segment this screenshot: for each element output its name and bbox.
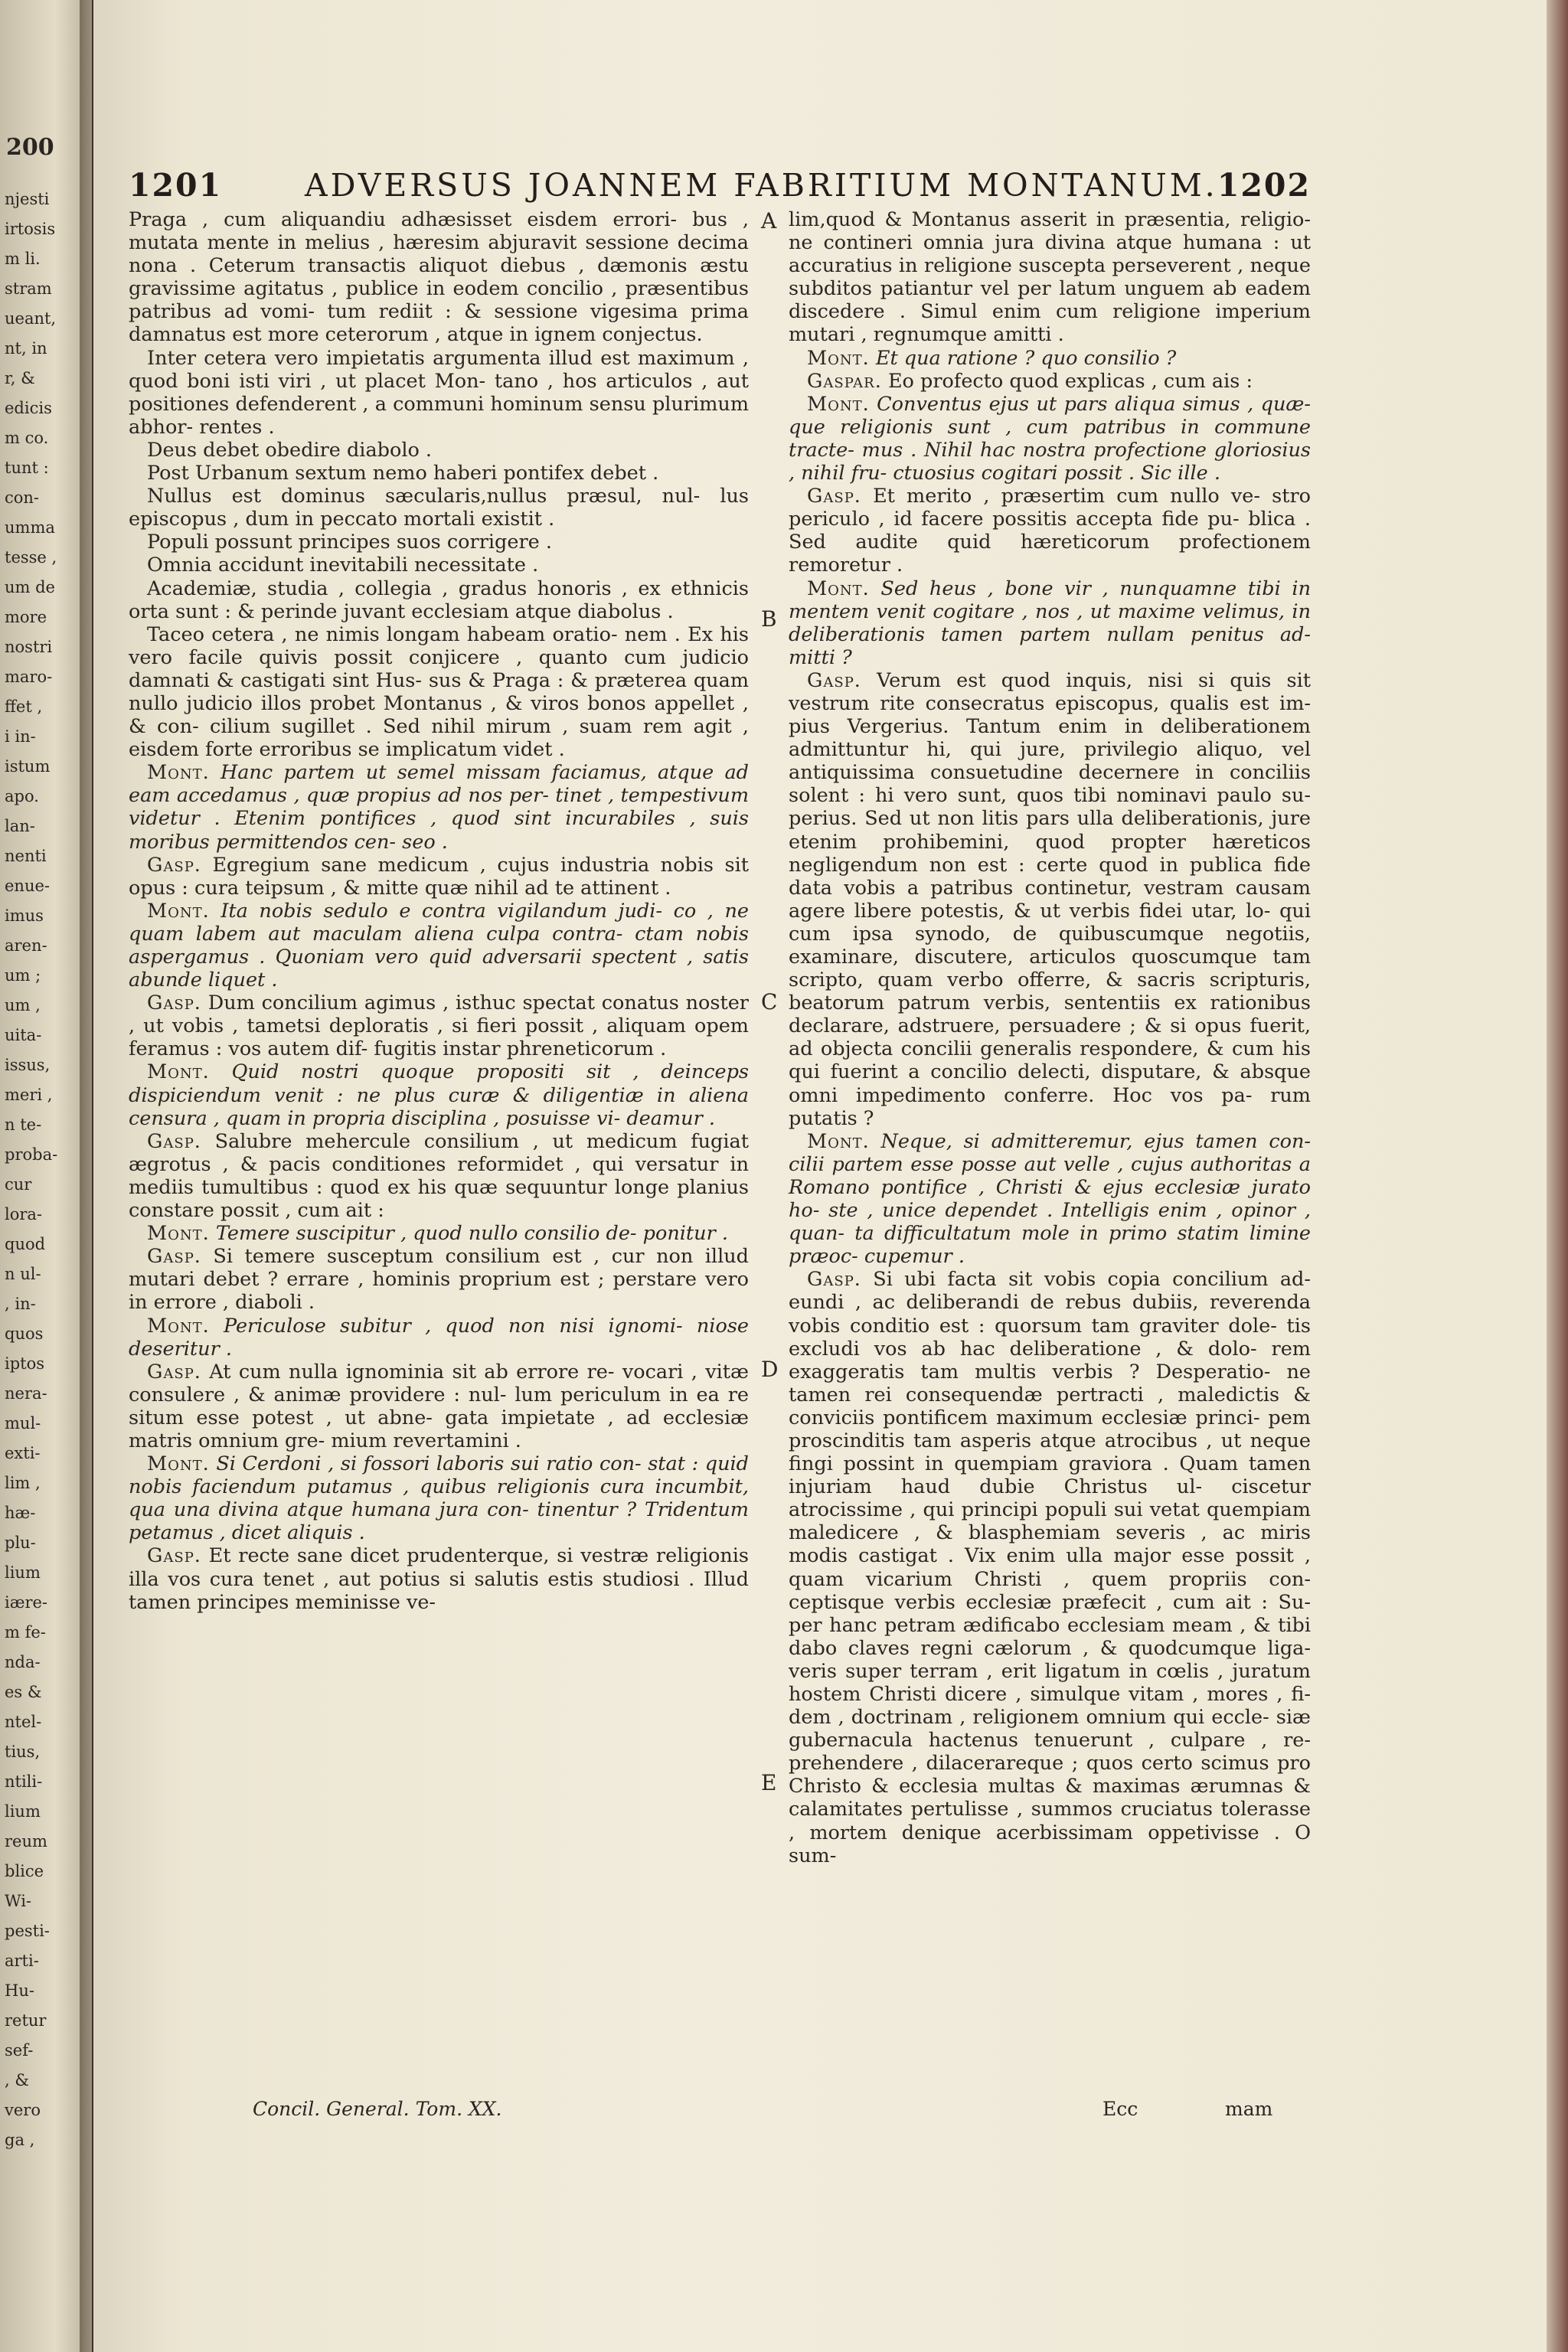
paragraph [129, 554, 749, 577]
previous-page-fragment: ueant, [5, 309, 57, 328]
previous-page-fragment: ffet , [5, 697, 43, 716]
paragraph [129, 623, 749, 762]
paragraph-text: Omnia accidunt inevitabili necessitate . [147, 554, 539, 577]
paragraph [129, 439, 749, 462]
previous-page-fragment: n te- [5, 1116, 42, 1134]
paragraph [129, 462, 749, 485]
previous-page-fragment: con- [5, 488, 40, 507]
catchword: mam [1225, 2098, 1273, 2120]
paragraph [129, 347, 749, 439]
previous-page-fragment: lim , [5, 1474, 41, 1492]
previous-page-fragment: more [5, 608, 47, 626]
left-text-column [129, 208, 749, 1614]
previous-page-fragment: plu- [5, 1534, 36, 1552]
previous-page-fragment: um , [5, 996, 41, 1014]
paragraph-text: Verum est quod inquis, nisi si quis sit vestrum rite consecratus episcopus, qualis est im- pius Vergerius. Tantum enim in deliberationem admittuntur hi, qui jure, privilegio aliquo, vel antiquissima consuetudine decernere in conciliis solent : hi vero sunt, quos tibi nominavi paulo su- perius. Sed ut non litis pars ulla deliberationis, jure etenim prohibemini, quod propter hæreticos negligendum non est : certe quod in publica fide data vobis a patribus continetur, vestram causam agere libere potestis, & ut verbis fidei utar, lo- qui cum ipsa synodo, de quibuscumque negotiis, examinare, discutere, articulos quoscumque tam scripto, quam verbo offerre, & sacris scripturis, beatorum patrum verbis, sententiis ex rationibus declarare, adstruere, persuadere ; & si opus fuerit, ad objecta concilii generalis respondere, & cum his qui fuerint a concilio delecti, disputare, & absque omni impedimento conferre. Hoc vos pa- rum putatis ? [789, 668, 1311, 1130]
paragraph [129, 531, 749, 554]
previous-page-fragment: tius, [5, 1743, 41, 1761]
previous-page-fragment: retur [5, 2011, 47, 2030]
paragraph-text: Salubre mehercule consilium , ut medicum fugiat ægrotus , & pacis conditiones reformidet , qui versatur in mediis tumultibus : quod ex his quæ sequuntur longe planius constare possit , cum ait : [129, 1129, 749, 1223]
previous-page-fragment: nt, in [5, 339, 47, 358]
paragraph [129, 1222, 749, 1245]
speaker-label: Gasp. [807, 668, 861, 692]
previous-page-fragment: nda- [5, 1653, 41, 1671]
paragraph-text: Sed heus , bone vir , nunquamne tibi in mentem venit cogitare , nos , ut maxime velimus, in deliberationis tamen partem nullam penitus ad- mitti ? [789, 577, 1312, 669]
previous-page-fragment: maro- [5, 668, 53, 686]
previous-page-fragment: proba- [5, 1145, 58, 1164]
column-number-left: 1201 [129, 167, 223, 204]
margin-section-markers [758, 208, 784, 2122]
paragraph-text: Et recte sane dicet prudenterque, si vestræ religionis illa vos cura tenet , aut potius si salutis estis studiosi . Illud tamen principes meminisse ve- [129, 1544, 749, 1614]
speaker-label: Mont. [807, 392, 870, 416]
paragraph-text: Dum concilium agimus , isthuc spectat conatus noster , ut vobis , tametsi deploratis , si fieri possit , aliquam opem feramus : vos autem dif- fugitis instar phreneticorum . [129, 991, 749, 1061]
signature-mark: Ecc [1102, 2098, 1138, 2120]
paragraph [129, 991, 749, 1060]
previous-page-fragment: iptos [5, 1354, 45, 1373]
previous-page-fragment: um ; [5, 966, 41, 985]
paragraph [789, 208, 1311, 347]
paragraph [129, 208, 749, 347]
paragraph [789, 577, 1311, 669]
previous-page-fragment: blice [5, 1862, 44, 1880]
speaker-label: Gasp. [147, 1360, 201, 1383]
paragraph [129, 900, 749, 991]
previous-page-fragment: ga , [5, 2131, 35, 2149]
previous-page-fragment: nera- [5, 1384, 47, 1403]
speaker-label: Gasp. [807, 485, 861, 508]
margin-marker: D [761, 1357, 779, 1382]
previous-page-fragment: issus, [5, 1056, 51, 1074]
paragraph-text: Praga , cum aliquandiu adhæsisset eisdem errori- bus , mutata mente in melius , hæresim abjuravit sessione decima nona . Ceterum transactis aliquot diebus , dæmonis æstu gravissime agitatus , publice in eodem concilio , præsentibus patribus ad vomi- tum rediit : & sessione vigesima prima damnatus est more ceterorum , atque in ignem conjectus. [129, 208, 749, 347]
speaker-label: Mont. [807, 577, 870, 600]
paragraph [129, 1315, 749, 1361]
paragraph [129, 1060, 749, 1129]
speaker-label: Mont. [147, 1314, 210, 1338]
previous-page-fragment: pesti- [5, 1922, 50, 1940]
paragraph-text: Egregium sane medicum , cujus industria nobis sit opus : cura teipsum , & mitte quæ nihil ad te attinent . [129, 853, 749, 900]
paragraph [129, 485, 749, 531]
paragraph [789, 669, 1311, 1130]
paragraph [129, 1245, 749, 1314]
previous-page-fragment: exti- [5, 1444, 41, 1462]
previous-page-fragment: enue- [5, 877, 51, 895]
previous-page-fragment: , & [5, 2071, 30, 2089]
paragraph-text: Hanc partem ut semel missam faciamus, atque ad eam accedamus , quæ propius ad nos per- tinet , tempestivum videtur . Etenim pontifices , quod sint incurabiles , suis moribus permittendos cen- seo . [129, 761, 749, 854]
speaker-label: Gasp. [147, 1245, 201, 1269]
paragraph [789, 393, 1311, 485]
previous-page-fragment: Wi- [5, 1892, 32, 1910]
previous-page-fragment: irtosis [5, 220, 56, 238]
paragraph [129, 1452, 749, 1544]
paragraph-text: Post Urbanum sextum nemo haberi pontifex debet . [147, 462, 659, 485]
signature-line [1102, 2098, 1273, 2120]
paragraph-text: Ita nobis sedulo e contra vigilandum judi- co , ne quam labem aut maculam aliena culpa contra- ctam nobis aspergamus . Quoniam vero quid adversarii spectent , satis abunde liquet . [129, 899, 749, 992]
previous-page-number: 200 [6, 134, 54, 161]
paragraph-text: Et merito , præsertim cum nullo ve- stro periculo , id facere possitis accepta fide pu- blica . Sed audite quid hæreticorum profectionem remoretur . [789, 485, 1311, 577]
paragraph-text: Si temere susceptum consilium est , cur non illud mutari debet ? errare , hominis proprium est ; perstare vero in errore , diaboli . [129, 1245, 749, 1315]
speaker-label: Gasp. [147, 1129, 201, 1153]
previous-page-fragment: iære- [5, 1593, 48, 1612]
paragraph [129, 577, 749, 623]
previous-page-fragment: m co. [5, 429, 49, 447]
speaker-label: Mont. [807, 1129, 870, 1153]
paragraph-text: Et qua ratione ? quo consilio ? [875, 346, 1177, 370]
paragraph [789, 370, 1311, 393]
previous-page-fragment: tunt : [5, 459, 49, 477]
previous-page-fragment: cur [5, 1175, 32, 1194]
speaker-label: Mont. [147, 1222, 210, 1246]
running-header [129, 167, 1311, 213]
previous-page-fragment: vero [5, 2101, 41, 2119]
speaker-label: Gaspar. [807, 369, 882, 393]
previous-page-fragment: nostri [5, 638, 53, 656]
running-title: ADVERSUS JOANNEM FABRITIUM MONTANUM. [305, 167, 1218, 204]
previous-page-fragment: aren- [5, 936, 47, 955]
paragraph-text: Nullus est dominus sæcularis,nullus præsul, nul- lus episcopus , dum in peccato mortali existit . [129, 485, 749, 531]
previous-page-fragment: quos [5, 1325, 44, 1343]
margin-marker: A [761, 208, 777, 234]
paragraph-text: Si ubi facta sit vobis copia concilium ad- eundi , ac deliberandi de rebus dubiis, reverenda vobis conditio est : quorsum tam graviter dole- tis excludi vos ab hac deliberatione , & dolo- rem exaggeratis tam multis verbis ? Desperatio- ne tamen rei consequendæ pertracti , maledictis & conviciis pontificem maximum ecclesiæ princi- pem proscinditis tam asperis atque atrocibus , ut neque fingi possint in quempiam graviora . Quam tamen injuriam haud dubie Christus ul- ciscetur atrocissime , qui principi populi sui vetat quempiam maledicere , & blasphemiam severis , ac miris modis castigat . Vix enim ulla major esse possit , quam vicarium Christi , quem propriis con- ceptisque verbis ecclesiæ præfecit , cum ait : Su- per hanc petram ædificabo ecclesiam meam , & tibi dabo claves regni cælorum , & quodcumque liga- veris super terram , erit ligatum in cœlis , juratum hostem Christi dicere , simulque vitam , mores , fi- dem , doctrinam , religionem omnium qui eccle- siæ gubernacula hactenus tenuerunt , culpare , re- prehendere , dilacerareque ; quos certo scimus pro Christo & ecclesia multas & maximas ærumnas & calamitates pertulisse , summos cruciatus tolerasse , mortem denique acerbissimam oppetivisse . O sum- [789, 1268, 1311, 1867]
previous-page-fragment: Hu- [5, 1981, 34, 2000]
previous-page-fragment: quod [5, 1235, 46, 1253]
page-right-edge [1547, 0, 1568, 2352]
previous-page-fragment: nenti [5, 847, 47, 865]
paragraph-text: Deus debet obedire diabolo . [147, 438, 433, 462]
previous-page-fragment: i in- [5, 727, 36, 746]
previous-page-fragment: , in- [5, 1295, 36, 1313]
speaker-label: Mont. [147, 761, 210, 785]
paragraph-text: Quid nostri quoque propositi sit , deinceps dispiciendum venit : ne plus curæ & diligentiæ in aliena censura , quam in propria disciplina , posuisse vi- deamur . [129, 1060, 750, 1130]
previous-page-fragment: r, & [5, 369, 35, 387]
previous-page-fragment: n ul- [5, 1265, 41, 1283]
margin-marker: E [761, 1770, 777, 1795]
previous-page-fragment: hæ- [5, 1504, 36, 1522]
previous-page-fragment: umma [5, 518, 55, 537]
paragraph [129, 1130, 749, 1222]
column-number-right: 1202 [1217, 167, 1311, 204]
previous-page-edge [0, 0, 90, 2352]
paragraph [789, 1130, 1311, 1269]
previous-page-fragment: m li. [5, 250, 41, 268]
margin-marker: B [761, 606, 777, 632]
paragraph-text: Inter cetera vero impietatis argumenta illud est maximum , quod boni isti viri , ut placet Mon- tano , hos articulos , aut positiones defenderent , a communi hominum sensu plurimum abhor- rentes . [129, 346, 749, 439]
previous-page-fragment: lan- [5, 817, 35, 835]
previous-page-fragment: mul- [5, 1414, 41, 1432]
previous-page-fragment: reum [5, 1832, 47, 1851]
previous-page-fragment: meri , [5, 1086, 53, 1104]
previous-page-fragment: arti- [5, 1952, 39, 1970]
paragraph-text: lim,quod & Montanus asserit in præsentia, religio- ne contineri omnia jura divina atque humana : ut accuratius in religione suscepta perseverent , neque subditos patiantur vel per latum unguem ab eadem discedere . Simul enim cum religione imperium mutari , regnumque amitti . [789, 208, 1311, 347]
paragraph-text: Conventus ejus ut pars aliqua simus , quæ- que religionis sunt , cum patribus in commune tracte- mus . Nihil hac nostra profectione gloriosius , nihil fru- ctuosius cogitari possit . Sic ille . [789, 392, 1311, 485]
previous-page-fragment: lora- [5, 1205, 43, 1223]
previous-page-fragment: lium [5, 1563, 41, 1582]
previous-page-fragment: istum [5, 757, 51, 776]
paragraph [129, 761, 749, 853]
footer-note: Concil. General. Tom. XX. [253, 2098, 502, 2120]
paragraph-text: Neque, si admitteremur, ejus tamen con- cilii partem esse posse aut velle , cujus authoritas a Romano pontifice , Christi & ejus ecclesiæ jurato ho- ste , unice dependet . Intelligis enim , opinor , quan- ta difficultatum mole in primo statim limine præoc- cupemur . [789, 1129, 1311, 1269]
previous-page-fragment: ntili- [5, 1772, 43, 1791]
previous-page-fragment: stram [5, 279, 52, 298]
paragraph [789, 485, 1311, 577]
paragraph-text: Si Cerdoni , si fossori laboris sui ratio con- stat : quid nobis faciendum putamus , quibus religionis cura incumbit, qua una divina atque humana jura con- tinentur ? Tridentum petamus , dicet aliquis . [129, 1452, 749, 1545]
previous-page-fragment: ntel- [5, 1713, 42, 1731]
paragraph [129, 1361, 749, 1452]
previous-page-fragment: m fe- [5, 1623, 46, 1642]
paragraph-text: At cum nulla ignominia sit ab errore re- vocari , vitæ consulere , & animæ providere : nul- lum periculum in ea re situm esse potest , ut abne- gata impietate , ad ecclesiæ matris omnium gre- mium revertamini . [129, 1360, 749, 1452]
right-text-column [789, 208, 1311, 1867]
paragraph [129, 854, 749, 900]
speaker-label: Mont. [147, 899, 210, 923]
previous-page-fragment: um de [5, 578, 55, 596]
paragraph [129, 1544, 749, 1613]
previous-page-fragment: imus [5, 906, 44, 925]
speaker-label: Mont. [807, 346, 870, 370]
previous-page-fragment: apo. [5, 787, 39, 805]
speaker-label: Gasp. [147, 1544, 201, 1568]
speaker-label: Mont. [147, 1452, 210, 1476]
paragraph-text: Academiæ, studia , collegia , gradus honoris , ex ethnicis orta sunt : & perinde juvant ecclesiam atque diabolus . [129, 577, 749, 623]
speaker-label: Gasp. [147, 991, 201, 1015]
paragraph [789, 347, 1311, 370]
paragraph-text: Taceo cetera , ne nimis longam habeam oratio- nem . Ex his vero facile quivis possit conjicere , quanto cum judicio damnati & castigati sint Hus- sus & Praga : & præterea quam nullo judicio illos probet Montanus , & viros bonos appellet , & con- cilium sugillet . Sed nihil mirum , suam rem agit , eisdem forte erroribus se implicatum videt . [129, 622, 749, 762]
previous-page-fragment: es & [5, 1683, 42, 1701]
previous-page-fragment: njesti [5, 190, 50, 208]
margin-marker: C [761, 989, 778, 1014]
previous-page-fragment: tesse , [5, 548, 57, 567]
paragraph-text: Periculose subitur , quod non nisi ignomi- niose deseritur . [129, 1314, 749, 1361]
previous-page-fragment: uita- [5, 1026, 42, 1044]
previous-page-fragment: lium [5, 1802, 41, 1821]
previous-page-fragment: edicis [5, 399, 52, 417]
speaker-label: Gasp. [807, 1268, 861, 1292]
paragraph [789, 1268, 1311, 1867]
speaker-label: Gasp. [147, 853, 201, 877]
previous-page-fragment: sef- [5, 2041, 34, 2060]
paragraph-text: Temere suscipitur , quod nullo consilio de- ponitur . [215, 1222, 728, 1246]
paragraph-text: Eo profecto quod explicas , cum ais : [887, 369, 1253, 393]
paragraph-text: Populi possunt principes suos corrigere . [147, 531, 552, 554]
speaker-label: Mont. [147, 1060, 210, 1084]
